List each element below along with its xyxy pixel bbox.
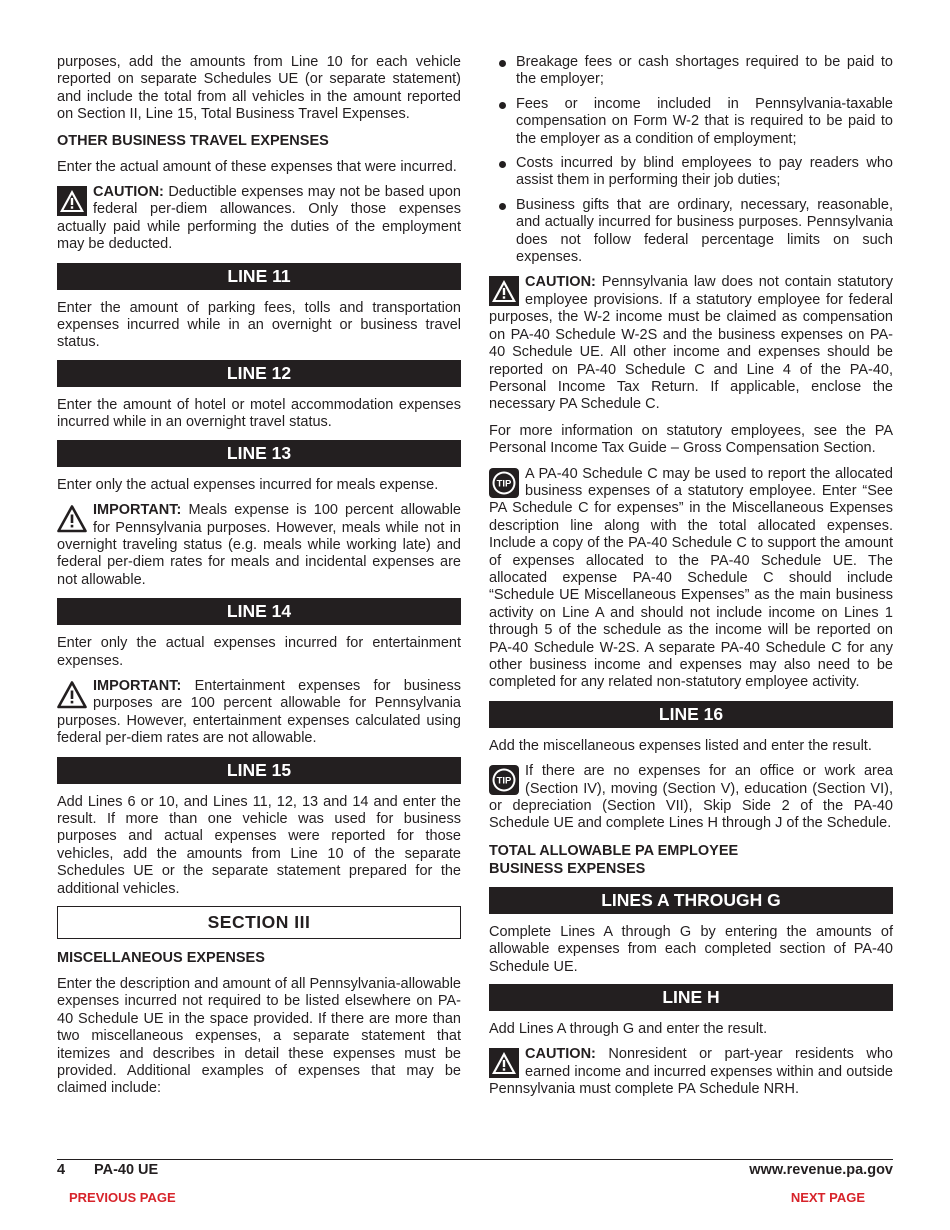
caution-text: Deductible expenses may not be based upon federal per-diem allowances. Only those expenses actually paid while performing the duties of the employment may be deducted. — [57, 184, 461, 253]
total-expenses-heading-line-2: BUSINESS EXPENSES — [489, 860, 646, 877]
caution-note-statutory — [489, 274, 893, 413]
next-page-link[interactable]: NEXT PAGE — [790, 1190, 865, 1205]
list-item: Breakage fees or cash shortages required to be paid to the employer; — [489, 54, 893, 89]
caution-label: CAUTION: — [525, 274, 602, 291]
tip-text: A PA-40 Schedule C may be used to report the allocated business expenses of a statutory employee. Enter “See PA Schedule C for expenses” in the Miscellaneous Expenses description line along with the total allocated expenses. Include a copy of the PA-40 Schedule C to support the amount of expenses allocated to the PA-40 Schedule UE. The allocated expense PA-40 Schedule C should include “Schedule UE Miscellaneous Expenses” as the main business activity on Line A and should not include income on Lines 1 through 5 of the schedule as the income will be reported on PA-40 Schedule W-2S. A separate PA-40 Schedule C for any other business income and expenses may also need to be completed for any related non-statutory employee activity. — [489, 465, 893, 691]
caution-note-nonresident — [489, 1046, 893, 1098]
intro-paragraph: purposes, add the amounts from Line 10 for each vehicle reported on separate Schedules UE (or separate statement) and include the total from all vehicles in the amount reported on Section II, Line 15, Total Business Travel Expenses. — [57, 54, 461, 123]
tip-note-skip-side-2 — [489, 763, 893, 833]
line-11-header: LINE 11 — [57, 263, 461, 290]
website-url: www.revenue.pa.gov — [749, 1162, 893, 1178]
page-number: 4 — [57, 1162, 66, 1178]
tip-icon-label: TIP — [496, 775, 512, 787]
line-12-text: Enter the amount of hotel or motel accommodation expenses incurred while in an overnight travel status. — [57, 396, 461, 431]
line-13-header: LINE 13 — [57, 440, 461, 467]
section-iii-header: SECTION III — [57, 906, 461, 939]
caution-text: Nonresident or part-year residents who earned income and incurred expenses within and outside Pennsylvania must complete PA Schedule NRH. — [489, 1046, 893, 1098]
other-expenses-heading: OTHER BUSINESS TRAVEL EXPENSES — [57, 132, 329, 149]
line-14-text: Enter only the actual expenses incurred for entertainment expenses. — [57, 635, 461, 669]
left-column — [57, 54, 461, 1106]
total-expenses-heading-line-1: TOTAL ALLOWABLE PA EMPLOYEE — [489, 842, 739, 859]
caution-label: CAUTION: — [525, 1046, 609, 1063]
line-11-text: Enter the amount of parking fees, tolls and transportation expenses incurred while in an overnight or business travel status. — [57, 299, 461, 351]
warning-icon — [57, 186, 87, 216]
caution-text: Pennsylvania law does not contain statutory employee provisions. If a statutory employee for federal purposes, the W-2 income must be claimed as compensation on PA-40 Schedule W-2S and the business expenses on PA-40 Schedule UE. All other income and expenses should be reported on PA-40 Schedule C and Line 4 of the PA-40, Personal Income Tax Return. If applicable, enclose the necessary PA Schedule C. — [489, 274, 893, 413]
tip-icon — [489, 468, 519, 498]
right-column — [489, 54, 893, 1108]
line-h-text: Add Lines A through G and enter the result. — [489, 1021, 768, 1038]
misc-expenses-text: Enter the description and amount of all Pennsylvania-allowable expenses incurred not required to be listed elsewhere on PA-40 Schedule UE in the space provided. If there are more than two miscellaneous expenses, a separate statement that itemizes and describes in detail these expenses must be provided. Additional examples of expenses that may be claimed include: — [57, 976, 461, 1097]
tip-note-schedule-c — [489, 466, 893, 692]
caution-note-per-diem — [57, 184, 461, 254]
important-text: Meals expense is 100 percent allowable for Pennsylvania purposes. However, meals while not in overnight traveling status (e.g. meals while working late) and federal per-diem rates for meals and incidental expenses are not allowable. — [57, 502, 461, 588]
important-label: IMPORTANT: — [93, 502, 189, 519]
list-item: Business gifts that are ordinary, necessary, reasonable, and actually incurred for business purposes. Pennsylvania does not follow federal percentage limits on such expenses. — [489, 197, 893, 267]
lines-a-through-g-text: Complete Lines A through G by entering the amounts of allowable expenses from each completed section of PA-40 Schedule UE. — [489, 923, 893, 975]
form-name: PA-40 UE — [94, 1162, 159, 1178]
important-text: Entertainment expenses for business purposes are 100 percent allowable for Pennsylvania purposes. However, entertainment expenses calculated using federal per-diem rates are not allowable. — [57, 677, 461, 747]
list-item: Costs incurred by blind employees to pay readers who assist them in performing their job duties; — [489, 155, 893, 190]
line-13-text: Enter only the actual expenses incurred for meals expense. — [57, 476, 439, 493]
previous-page-link[interactable]: PREVIOUS PAGE — [69, 1190, 176, 1205]
list-item: Fees or income included in Pennsylvania-taxable compensation on Form W-2 that is required to be paid to the employer as a condition of employment; — [489, 96, 893, 148]
line-16-text: Add the miscellaneous expenses listed and enter the result. — [489, 737, 872, 754]
expense-examples-list — [489, 54, 893, 266]
caution-label: CAUTION: — [93, 184, 169, 201]
line-16-header: LINE 16 — [489, 701, 893, 728]
statutory-info-text: For more information on statutory employees, see the PA Personal Income Tax Guide – Gross Compensation Section. — [489, 422, 893, 457]
tip-text: If there are no expenses for an office or work area (Section IV), moving (Section V), education (Section VI), or depreciation (Section VII), Skip Side 2 of the PA-40 Schedule UE and complete Lines H through J of the Schedule. — [489, 763, 893, 832]
warning-icon — [489, 276, 519, 306]
line-h-header: LINE H — [489, 984, 893, 1011]
line-15-header: LINE 15 — [57, 757, 461, 784]
warning-triangle-icon — [57, 504, 87, 534]
important-label: IMPORTANT: — [93, 677, 195, 694]
tip-icon — [489, 765, 519, 795]
total-expenses-heading — [489, 842, 893, 878]
tip-icon-label: TIP — [496, 478, 512, 490]
line-15-text: Add Lines 6 or 10, and Lines 11, 12, 13 and 14 and enter the result. If more than one vehicle was used for business purposes and actual expenses were reported for those vehicles, add the amounts from Line 10 of the separate Schedules UE or the separate statement prepared for the additional vehicles. — [57, 793, 461, 897]
line-12-header: LINE 12 — [57, 360, 461, 387]
warning-icon — [489, 1048, 519, 1078]
warning-triangle-icon — [57, 680, 87, 710]
important-note-entertainment — [57, 678, 461, 748]
line-14-header: LINE 14 — [57, 598, 461, 625]
other-expenses-text: Enter the actual amount of these expenses that were incurred. — [57, 158, 457, 175]
lines-a-through-g-header: LINES A THROUGH G — [489, 887, 893, 914]
misc-expenses-heading: MISCELLANEOUS EXPENSES — [57, 950, 265, 966]
footer-divider — [57, 1159, 893, 1160]
important-note-meals — [57, 502, 461, 589]
